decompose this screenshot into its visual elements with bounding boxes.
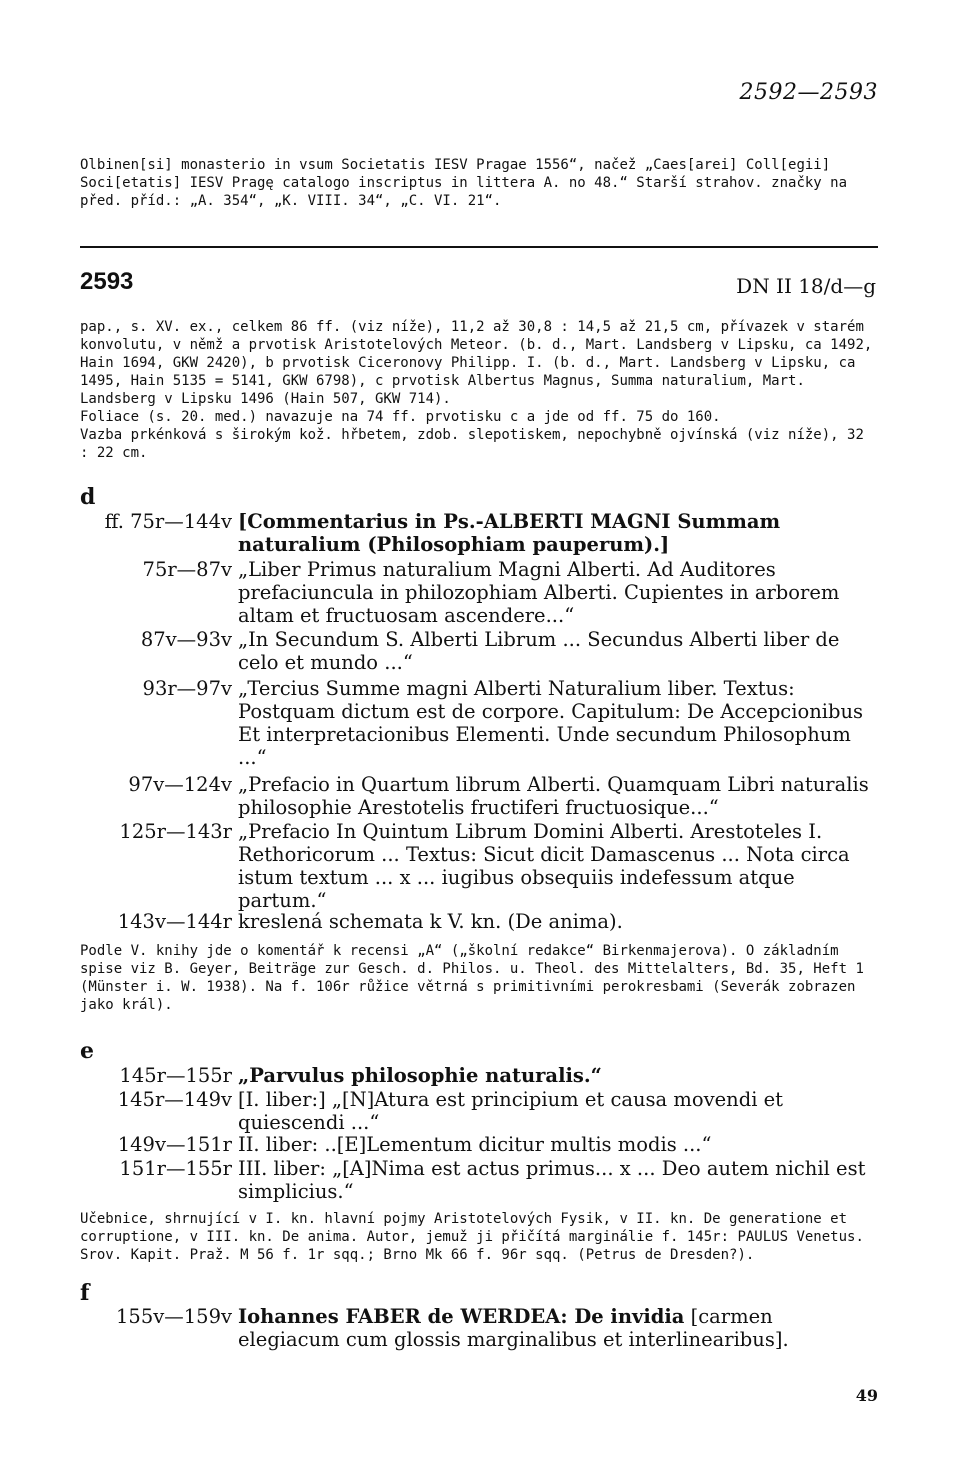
section-letter-f: f — [80, 1280, 90, 1306]
work-description: [carmen elegiacum cum glossis marginalibus et interlinearibus]. — [238, 1305, 789, 1351]
folio-range: 151r—155r — [119, 1157, 232, 1180]
folio-range: 75r—87v — [142, 558, 232, 581]
section-letter-d: d — [80, 484, 96, 510]
entry-header — [80, 268, 878, 308]
page-number: 49 — [855, 1386, 878, 1405]
folio-range: 125r—143r — [119, 820, 232, 843]
binding-note: Vazba prkénková s širokým kož. hřbetem, zdob. slepotiskem, nepochybně ojvínská (viz níže), 32 : 22 cm. — [80, 427, 864, 461]
content-text: „In Secundum S. Alberti Librum ... Secundus Alberti liber de celo et mundo ...“ — [238, 628, 840, 674]
content-text: [I. liber:] „[N]Atura est principium et causa movendi et quiescendi ...“ — [238, 1088, 784, 1134]
folio-range: 97v—124v — [128, 773, 232, 796]
content-text: „Liber Primus naturalium Magni Alberti. Ad Auditores prefaciuncula in philozophiam Alberti. Cupientes in arborem altam et fructuosam ascendere...“ — [238, 558, 840, 627]
folio-range: 155v—159v — [116, 1305, 232, 1328]
intro-paragraph: Olbinen[si] monasterio in vsum Societatis IESV Pragae 1556“, načež „Caes[arei] Coll[egii] Soci[etatis] IESV Pragę catalogo inscriptus in littera A. no 48.“ Starší strahov. značky na před. příd.: „A. 354“, „K. VIII. 34“, „C. VI. 21“. — [80, 157, 848, 209]
folio-range: 145r—155r — [119, 1064, 232, 1087]
entry-description-block — [80, 318, 878, 462]
content-text: „Prefacio In Quintum Librum Domini Alberti. Arestoteles I. Rethoricorum ... Textus: Sicut dicit Damascenus ... Nota circa istum textum ... x ... iugibus obsequiis indefessum atque partum.“ — [238, 820, 850, 912]
folio-range: 143v—144r — [117, 910, 232, 933]
foliation-note: Foliace (s. 20. med.) navazuje na 74 ff. prvotisku c a jde od ff. 75 do 160. — [80, 409, 721, 425]
folio-range: 145r—149v — [117, 1088, 232, 1111]
entry-description: pap., s. XV. ex., celkem 86 ff. (viz níže), 11,2 až 30,8 : 14,5 až 21,5 cm, přívazek v starém konvolutu, v němž a prvotisk Aristotelových Meteor. (b. d., Mart. Landsberg v Lipsku, ca 1492, Hain 1694, GKW 2420), b prvotisk Ciceronovy Philipp. I. (b. d., Mart. Landsberg v Lipsku, ca 1495, Hain 5135 = 5141, GKW 6798), c prvotisk Albertus Magnus, Summa naturalium, Mart. Landsberg v Lipsku 1496 (Hain 507, GKW 714). — [80, 319, 873, 407]
shelf-signature: DN II 18/d—g — [736, 274, 876, 298]
folio-range: 87v—93v — [140, 628, 232, 651]
section-letter-e: e — [80, 1038, 94, 1064]
section-divider — [80, 246, 878, 248]
folio-range: 149v—151r — [117, 1133, 232, 1156]
content-text: „Prefacio in Quartum librum Alberti. Quamquam Libri naturalis philosophie Arestotelis fructiferi fructuosique...“ — [238, 773, 869, 819]
section-d-note: Podle V. knihy jde o komentář k recensi „A“ („školní redakce“ Birkenmajerova). O základním spise viz B. Geyer, Beiträge zur Gesch. d. Philos. u. Theol. des Mittelalters, Bd. 35, Heft 1 (Münster i. W. 1938). Na f. 106r růžice větrná s primitivními perokresbami (Severák zobrazen jako král). — [80, 943, 864, 1013]
content-text — [238, 1305, 878, 1351]
entry-number: 2593 — [80, 268, 134, 295]
content-text: „Tercius Summe magni Alberti Naturalium liber. Textus: Postquam dictum est de corpore. Capitulum: De Accepcionibus Et interpretacionibus Elementi. Unde secundum Philosophum ...“ — [238, 677, 864, 769]
content-text: kreslená schemata k V. kn. (De anima). — [238, 910, 623, 933]
running-head: 2592—2593 — [739, 80, 878, 105]
content-text: III. liber: „[A]Nima est actus primus... x ... Deo autem nichil est simplicius.“ — [238, 1157, 866, 1203]
content-text: [Commentarius in Ps.-ALBERTI MAGNI Summam naturalium (Philosophiam pauperum).] — [238, 510, 781, 556]
author-title: Iohannes FABER de WERDEA: De invidia — [238, 1305, 685, 1328]
folio-range: 93r—97v — [142, 677, 232, 700]
content-text: „Parvulus philosophie naturalis.“ — [238, 1064, 602, 1087]
folio-range: ff. 75r—144v — [104, 510, 232, 533]
content-text: II. liber: ..[E]Lementum dicitur multis modis ...“ — [238, 1133, 712, 1156]
section-e-note: Učebnice, shrnující v I. kn. hlavní pojmy Aristotelových Fysik, v II. kn. De generatione et corruptione, v III. kn. De anima. Autor, jemuž ji přičítá marginálie f. 145r: PAULUS Venetus. Srov. Kapit. Praž. M 56 f. 1r sqq.; Brno Mk 66 f. 96r sqq. (Petrus de Dresden?). — [80, 1211, 864, 1263]
